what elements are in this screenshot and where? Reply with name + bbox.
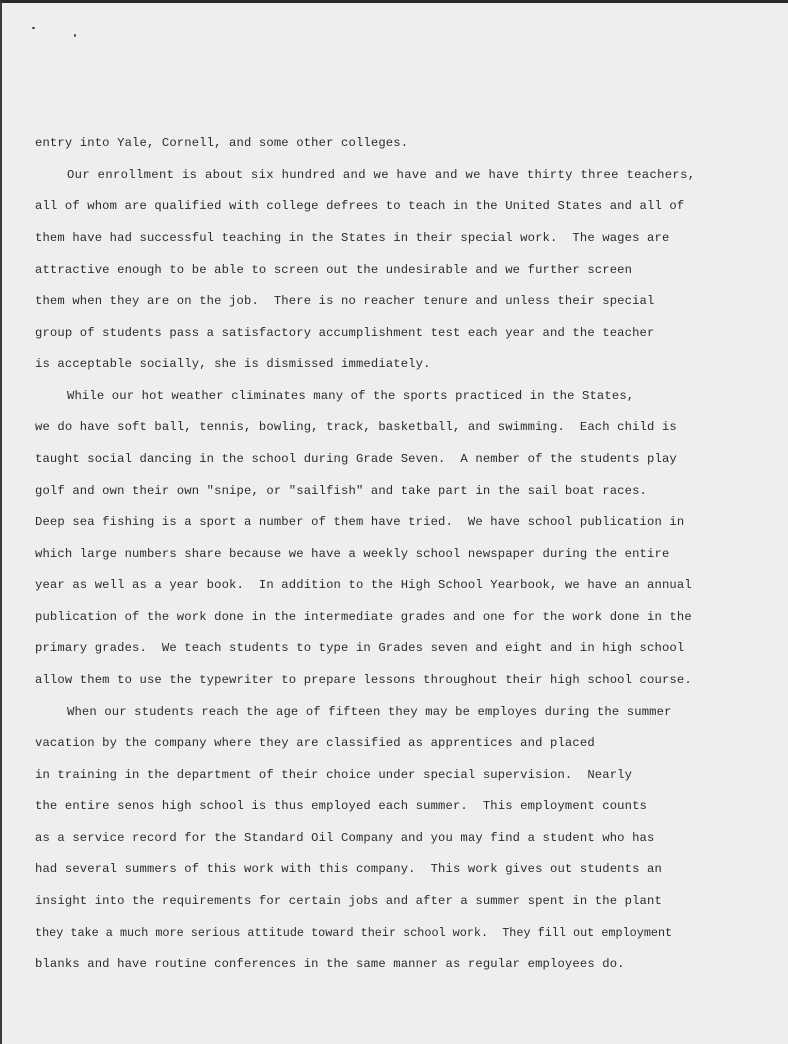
text-line: Deep sea fishing is a sport a number of them have tried. We have school publication in xyxy=(35,515,685,529)
text-line: they take a much more serious attitude toward their school work. They fill out employment xyxy=(35,926,673,940)
text-line: which large numbers share because we have a weekly school newspaper during the entire xyxy=(35,547,670,561)
text-line: entry into Yale, Cornell, and some other colleges. xyxy=(35,136,409,150)
text-line: vacation by the company where they are classified as apprentices and placed xyxy=(35,736,595,750)
text-line: blanks and have routine conferences in the same manner as regular employees do. xyxy=(35,957,625,971)
text-line: the entire senos high school is thus employed each summer. This employment counts xyxy=(35,799,648,813)
text-line: year as well as a year book. In addition to the High School Yearbook, we have an annual xyxy=(35,578,692,592)
text-line: all of whom are qualified with college defrees to teach in the United States and all of xyxy=(35,199,685,213)
text-line: While our hot weather climinates many of the sports practiced in the States, xyxy=(67,389,635,403)
text-line: publication of the work done in the intermediate grades and one for the work done in the xyxy=(35,610,692,624)
text-line: taught social dancing in the school during Grade Seven. A nember of the students play xyxy=(35,452,677,466)
text-line: primary grades. We teach students to type in Grades seven and eight and in high school xyxy=(35,641,685,655)
text-line: group of students pass a satisfactory accumplishment test each year and the teacher xyxy=(35,326,655,340)
text-line: attractive enough to be able to screen out the undesirable and we further screen xyxy=(35,263,633,277)
text-line: them when they are on the job. There is no reacher tenure and unless their special xyxy=(35,294,655,308)
text-line: is acceptable socially, she is dismissed immediately. xyxy=(35,357,431,371)
text-line: had several summers of this work with this company. This work gives out students an xyxy=(35,862,662,876)
text-line: as a service record for the Standard Oil Company and you may find a student who has xyxy=(35,831,655,845)
text-line: allow them to use the typewriter to prepare lessons throughout their high school course. xyxy=(35,673,692,687)
text-line: insight into the requirements for certain jobs and after a summer spent in the plant xyxy=(35,894,662,908)
typewritten-text xyxy=(2,3,788,1044)
text-line: them have had successful teaching in the States in their special work. The wages are xyxy=(35,231,670,245)
text-line: Our enrollment is about six hundred and we have and we have thirty three teachers, xyxy=(67,168,696,182)
text-line: golf and own their own "snipe, or "sailfish" and take part in the sail boat races. xyxy=(35,484,648,498)
text-line: we do have soft ball, tennis, bowling, track, basketball, and swimming. Each child is xyxy=(35,420,677,434)
text-line: in training in the department of their choice under special supervision. Nearly xyxy=(35,768,633,782)
text-line: When our students reach the age of fifteen they may be employes during the summer xyxy=(67,705,672,719)
